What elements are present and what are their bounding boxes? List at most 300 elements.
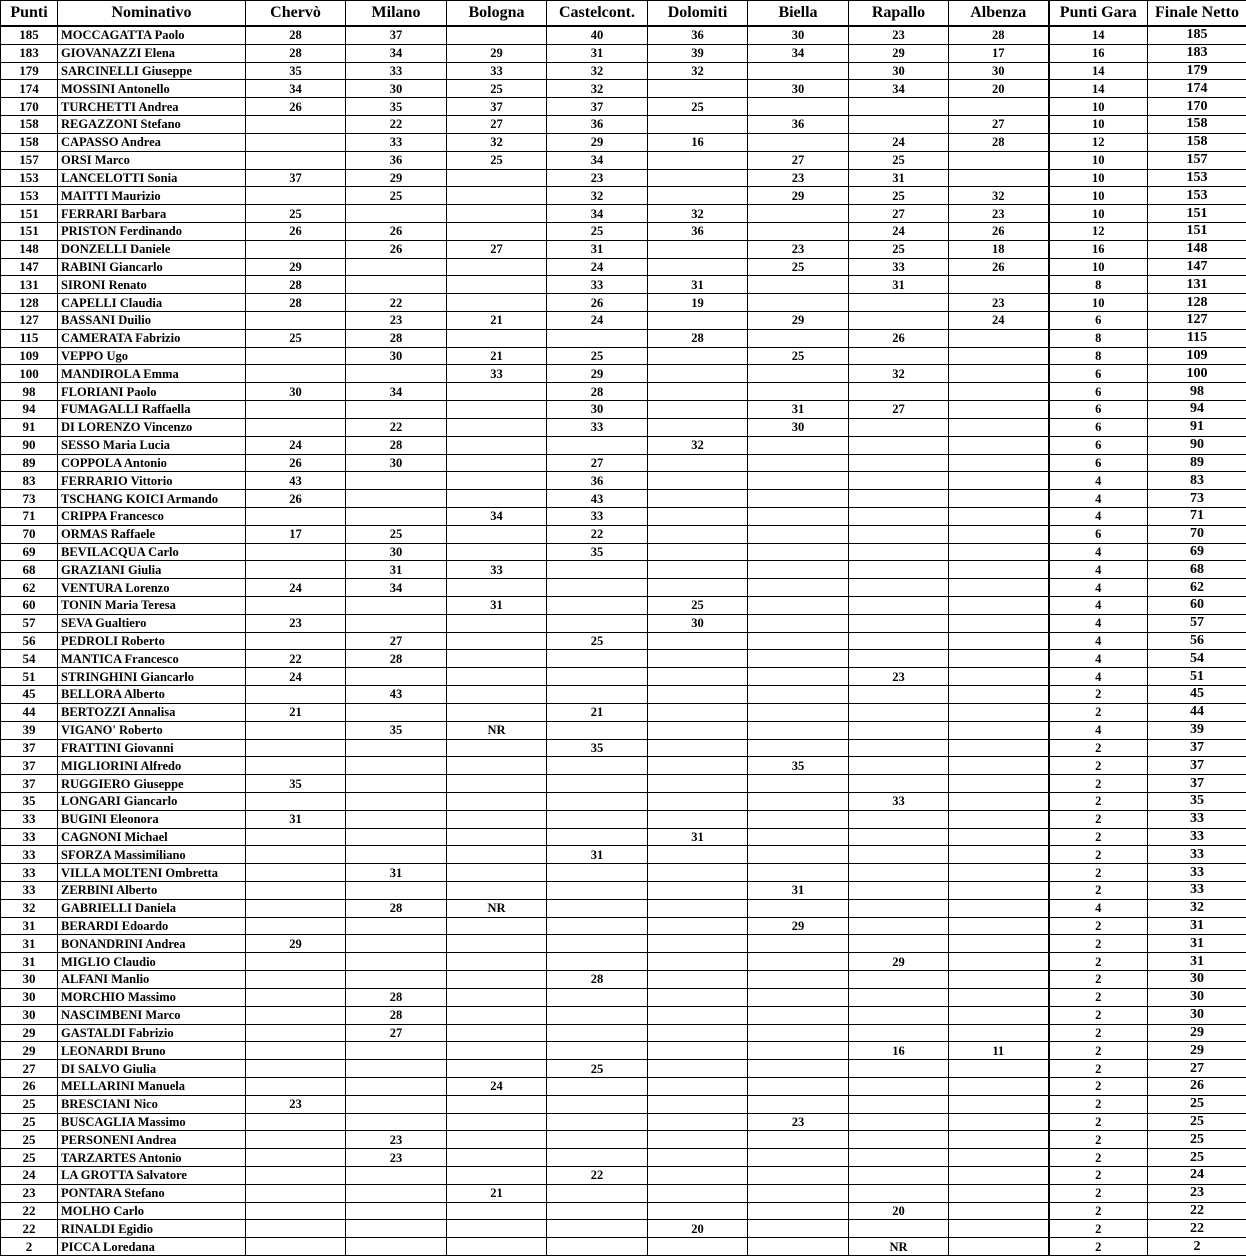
cell-biella [748,383,849,401]
cell-biella: 29 [748,312,849,330]
cell-chervo [246,1202,346,1220]
cell-punti-gara: 2 [1049,882,1148,900]
cell-albenza [949,347,1049,365]
cell-chervo: 28 [246,276,346,294]
cell-dolomiti [648,792,748,810]
cell-finale-netto: 25 [1148,1113,1246,1131]
cell-milano: 28 [346,1006,447,1024]
cell-chervo: 24 [246,579,346,597]
cell-nominativo: COPPOLA Antonio [58,454,246,472]
cell-albenza [949,810,1049,828]
cell-punti: 185 [1,26,58,44]
cell-finale-netto: 56 [1148,632,1246,650]
cell-milano: 33 [346,133,447,151]
cell-biella: 34 [748,44,849,62]
cell-punti: 23 [1,1184,58,1202]
cell-finale-netto: 39 [1148,721,1246,739]
cell-rapallo [849,650,949,668]
cell-punti-gara: 10 [1049,151,1148,169]
table-row [1,1202,1246,1220]
cell-chervo: 21 [246,703,346,721]
cell-biella [748,614,849,632]
table-row [1,1149,1246,1167]
header-finale-netto: Finale Netto [1148,1,1246,27]
cell-albenza [949,1220,1049,1238]
cell-albenza [949,1184,1049,1202]
cell-albenza [949,899,1049,917]
cell-chervo [246,1149,346,1167]
cell-bologna [447,686,547,704]
cell-nominativo: MOCCAGATTA Paolo [58,26,246,44]
cell-punti: 183 [1,44,58,62]
cell-biella: 31 [748,882,849,900]
cell-milano: 35 [346,98,447,116]
cell-albenza [949,864,1049,882]
cell-finale-netto: 158 [1148,116,1246,134]
cell-dolomiti [648,579,748,597]
cell-rapallo: 24 [849,222,949,240]
cell-chervo: 28 [246,44,346,62]
cell-finale-netto: 174 [1148,80,1246,98]
cell-milano: 30 [346,454,447,472]
cell-chervo [246,917,346,935]
cell-punti-gara: 2 [1049,1238,1148,1256]
cell-castelcont [547,561,648,579]
cell-albenza [949,454,1049,472]
cell-albenza [949,1024,1049,1042]
table-row [1,1024,1246,1042]
cell-rapallo: 25 [849,151,949,169]
cell-castelcont: 33 [547,507,648,525]
cell-punti-gara: 6 [1049,401,1148,419]
cell-punti: 33 [1,864,58,882]
cell-rapallo [849,1149,949,1167]
cell-nominativo: VENTURA Lorenzo [58,579,246,597]
cell-nominativo: DI LORENZO Vincenzo [58,418,246,436]
table-row [1,543,1246,561]
cell-rapallo [849,1006,949,1024]
table-row [1,935,1246,953]
cell-finale-netto: 27 [1148,1060,1246,1078]
cell-nominativo: SFORZA Massimiliano [58,846,246,864]
cell-bologna [447,882,547,900]
cell-biella [748,579,849,597]
cell-albenza [949,988,1049,1006]
cell-rapallo: 27 [849,205,949,223]
cell-biella: 30 [748,26,849,44]
cell-punti-gara: 6 [1049,312,1148,330]
cell-biella [748,1131,849,1149]
cell-castelcont [547,775,648,793]
cell-albenza [949,703,1049,721]
cell-milano: 31 [346,561,447,579]
cell-biella [748,222,849,240]
cell-rapallo [849,632,949,650]
cell-bologna [447,490,547,508]
cell-finale-netto: 185 [1148,26,1246,44]
cell-biella: 29 [748,187,849,205]
cell-finale-netto: 151 [1148,222,1246,240]
cell-milano: 29 [346,169,447,187]
cell-castelcont: 23 [547,169,648,187]
cell-dolomiti [648,561,748,579]
cell-biella [748,739,849,757]
cell-chervo [246,988,346,1006]
cell-castelcont: 21 [547,703,648,721]
cell-albenza [949,614,1049,632]
cell-dolomiti [648,1095,748,1113]
cell-albenza [949,1095,1049,1113]
cell-nominativo: REGAZZONI Stefano [58,116,246,134]
cell-punti-gara: 6 [1049,454,1148,472]
cell-punti-gara: 4 [1049,614,1148,632]
cell-biella: 23 [748,169,849,187]
cell-dolomiti [648,632,748,650]
cell-castelcont [547,757,648,775]
table-row [1,1077,1246,1095]
cell-chervo [246,133,346,151]
cell-nominativo: MANDIROLA Emma [58,365,246,383]
cell-finale-netto: 147 [1148,258,1246,276]
cell-dolomiti [648,1167,748,1185]
cell-milano [346,401,447,419]
cell-punti: 89 [1,454,58,472]
cell-punti: 57 [1,614,58,632]
cell-nominativo: MELLARINI Manuela [58,1077,246,1095]
cell-milano: 28 [346,899,447,917]
cell-punti-gara: 2 [1049,953,1148,971]
cell-nominativo: TARZARTES Antonio [58,1149,246,1167]
cell-milano [346,846,447,864]
cell-milano [346,205,447,223]
cell-dolomiti: 30 [648,614,748,632]
table-row [1,757,1246,775]
cell-finale-netto: 31 [1148,935,1246,953]
cell-finale-netto: 33 [1148,828,1246,846]
cell-milano: 27 [346,632,447,650]
cell-chervo [246,365,346,383]
cell-finale-netto: 128 [1148,294,1246,312]
cell-punti-gara: 2 [1049,864,1148,882]
cell-milano: 34 [346,383,447,401]
cell-bologna: 33 [447,62,547,80]
cell-dolomiti [648,258,748,276]
cell-bologna: 27 [447,116,547,134]
cell-rapallo [849,436,949,454]
cell-rapallo [849,490,949,508]
cell-dolomiti [648,187,748,205]
cell-punti: 22 [1,1202,58,1220]
cell-bologna [447,294,547,312]
cell-punti-gara: 4 [1049,668,1148,686]
cell-castelcont [547,1238,648,1256]
cell-chervo: 23 [246,614,346,632]
table-row [1,312,1246,330]
cell-dolomiti: 31 [648,828,748,846]
cell-nominativo: DI SALVO Giulia [58,1060,246,1078]
cell-dolomiti [648,240,748,258]
cell-biella [748,864,849,882]
cell-finale-netto: 131 [1148,276,1246,294]
cell-albenza [949,1149,1049,1167]
cell-albenza [949,401,1049,419]
cell-chervo [246,151,346,169]
cell-albenza [949,169,1049,187]
cell-nominativo: FERRARI Barbara [58,205,246,223]
cell-castelcont: 35 [547,739,648,757]
cell-chervo [246,1113,346,1131]
cell-punti: 22 [1,1220,58,1238]
cell-punti-gara: 2 [1049,1167,1148,1185]
cell-punti-gara: 4 [1049,490,1148,508]
cell-bologna [447,1149,547,1167]
cell-punti-gara: 10 [1049,169,1148,187]
cell-albenza [949,1077,1049,1095]
cell-dolomiti [648,472,748,490]
table-row [1,26,1246,44]
cell-punti: 62 [1,579,58,597]
cell-rapallo: 33 [849,258,949,276]
cell-nominativo: PRISTON Ferdinando [58,222,246,240]
cell-rapallo [849,543,949,561]
cell-castelcont [547,1220,648,1238]
cell-dolomiti [648,312,748,330]
table-row [1,44,1246,62]
cell-castelcont: 31 [547,240,648,258]
cell-rapallo [849,1131,949,1149]
cell-milano: 22 [346,294,447,312]
cell-bologna [447,1202,547,1220]
cell-biella [748,1077,849,1095]
cell-finale-netto: 30 [1148,988,1246,1006]
cell-biella [748,650,849,668]
cell-rapallo: 32 [849,365,949,383]
cell-dolomiti [648,418,748,436]
cell-nominativo: ZERBINI Alberto [58,882,246,900]
cell-castelcont [547,1024,648,1042]
cell-albenza [949,525,1049,543]
cell-chervo [246,347,346,365]
cell-punti-gara: 6 [1049,525,1148,543]
cell-castelcont [547,935,648,953]
cell-punti-gara: 10 [1049,187,1148,205]
cell-milano [346,1238,447,1256]
cell-punti-gara: 8 [1049,329,1148,347]
cell-nominativo: ALFANI Manlio [58,971,246,989]
cell-bologna [447,1006,547,1024]
cell-albenza [949,721,1049,739]
cell-biella [748,1006,849,1024]
cell-punti: 98 [1,383,58,401]
table-row [1,418,1246,436]
cell-nominativo: SIRONI Renato [58,276,246,294]
cell-rapallo [849,882,949,900]
cell-punti: 31 [1,935,58,953]
cell-rapallo [849,1024,949,1042]
cell-nominativo: TURCHETTI Andrea [58,98,246,116]
cell-castelcont [547,1149,648,1167]
cell-rapallo: NR [849,1238,949,1256]
cell-punti: 131 [1,276,58,294]
cell-bologna [447,828,547,846]
cell-albenza [949,882,1049,900]
cell-albenza [949,917,1049,935]
cell-punti: 60 [1,597,58,615]
cell-chervo [246,739,346,757]
table-row [1,632,1246,650]
cell-punti-gara: 2 [1049,1006,1148,1024]
cell-punti: 24 [1,1167,58,1185]
table-row [1,347,1246,365]
cell-rapallo [849,935,949,953]
cell-finale-netto: 91 [1148,418,1246,436]
cell-dolomiti: 39 [648,44,748,62]
table-row [1,98,1246,116]
cell-biella: 30 [748,80,849,98]
cell-finale-netto: 60 [1148,597,1246,615]
cell-bologna [447,169,547,187]
cell-punti-gara: 8 [1049,347,1148,365]
cell-bologna [447,650,547,668]
cell-milano [346,1113,447,1131]
cell-chervo: 23 [246,1095,346,1113]
cell-milano [346,490,447,508]
cell-bologna [447,1238,547,1256]
cell-punti: 33 [1,882,58,900]
cell-bologna: 21 [447,1184,547,1202]
cell-dolomiti [648,1042,748,1060]
cell-biella: 31 [748,401,849,419]
cell-nominativo: BONANDRINI Andrea [58,935,246,953]
cell-nominativo: BERTOZZI Annalisa [58,703,246,721]
cell-bologna [447,1042,547,1060]
cell-finale-netto: 33 [1148,846,1246,864]
cell-milano: 36 [346,151,447,169]
cell-bologna [447,1060,547,1078]
cell-dolomiti: 31 [648,276,748,294]
cell-chervo: 37 [246,169,346,187]
cell-milano [346,828,447,846]
cell-biella: 35 [748,757,849,775]
cell-bologna: 25 [447,151,547,169]
cell-dolomiti: 28 [648,329,748,347]
cell-milano [346,1167,447,1185]
cell-castelcont: 30 [547,401,648,419]
table-row [1,1167,1246,1185]
cell-albenza [949,276,1049,294]
cell-rapallo [849,561,949,579]
cell-finale-netto: 153 [1148,187,1246,205]
cell-punti: 31 [1,917,58,935]
header-nominativo: Nominativo [58,1,246,27]
cell-finale-netto: 57 [1148,614,1246,632]
cell-nominativo: DONZELLI Daniele [58,240,246,258]
cell-chervo: 31 [246,810,346,828]
cell-punti-gara: 2 [1049,1113,1148,1131]
cell-rapallo [849,614,949,632]
cell-rapallo: 34 [849,80,949,98]
cell-milano [346,792,447,810]
cell-nominativo: FLORIANI Paolo [58,383,246,401]
table-row [1,329,1246,347]
cell-biella [748,1149,849,1167]
cell-rapallo [849,98,949,116]
cell-biella [748,971,849,989]
cell-punti: 147 [1,258,58,276]
cell-biella [748,703,849,721]
cell-nominativo: LONGARI Giancarlo [58,792,246,810]
cell-castelcont: 31 [547,44,648,62]
cell-nominativo: PERSONENI Andrea [58,1131,246,1149]
cell-nominativo: PONTARA Stefano [58,1184,246,1202]
table-row [1,988,1246,1006]
cell-biella: 25 [748,347,849,365]
cell-rapallo: 25 [849,240,949,258]
cell-nominativo: CAPASSO Andrea [58,133,246,151]
cell-castelcont [547,579,648,597]
cell-finale-netto: 94 [1148,401,1246,419]
cell-finale-netto: 24 [1148,1167,1246,1185]
cell-finale-netto: 89 [1148,454,1246,472]
cell-albenza [949,828,1049,846]
cell-punti: 91 [1,418,58,436]
cell-milano: 23 [346,1149,447,1167]
cell-milano [346,971,447,989]
cell-punti: 37 [1,775,58,793]
cell-biella [748,1220,849,1238]
table-row [1,899,1246,917]
header-dolomiti: Dolomiti [648,1,748,27]
cell-dolomiti [648,365,748,383]
cell-bologna [447,383,547,401]
cell-chervo [246,828,346,846]
cell-punti-gara: 2 [1049,1131,1148,1149]
cell-nominativo: BUSCAGLIA Massimo [58,1113,246,1131]
cell-chervo [246,418,346,436]
cell-finale-netto: 153 [1148,169,1246,187]
cell-punti-gara: 8 [1049,276,1148,294]
cell-biella [748,329,849,347]
table-row [1,1238,1246,1256]
cell-punti: 32 [1,899,58,917]
cell-bologna [447,579,547,597]
cell-rapallo: 30 [849,62,949,80]
cell-punti: 37 [1,739,58,757]
cell-castelcont [547,668,648,686]
cell-dolomiti [648,116,748,134]
cell-punti: 39 [1,721,58,739]
cell-punti-gara: 10 [1049,98,1148,116]
table-row [1,151,1246,169]
cell-finale-netto: 73 [1148,490,1246,508]
cell-milano [346,1077,447,1095]
cell-bologna [447,1220,547,1238]
cell-punti-gara: 2 [1049,1024,1148,1042]
cell-biella [748,490,849,508]
cell-milano: 43 [346,686,447,704]
table-row [1,507,1246,525]
cell-milano: 31 [346,864,447,882]
cell-rapallo [849,507,949,525]
cell-biella [748,436,849,454]
cell-biella [748,721,849,739]
cell-finale-netto: 109 [1148,347,1246,365]
cell-punti-gara: 10 [1049,294,1148,312]
cell-castelcont [547,988,648,1006]
cell-finale-netto: 26 [1148,1077,1246,1095]
table-row [1,240,1246,258]
cell-finale-netto: 148 [1148,240,1246,258]
